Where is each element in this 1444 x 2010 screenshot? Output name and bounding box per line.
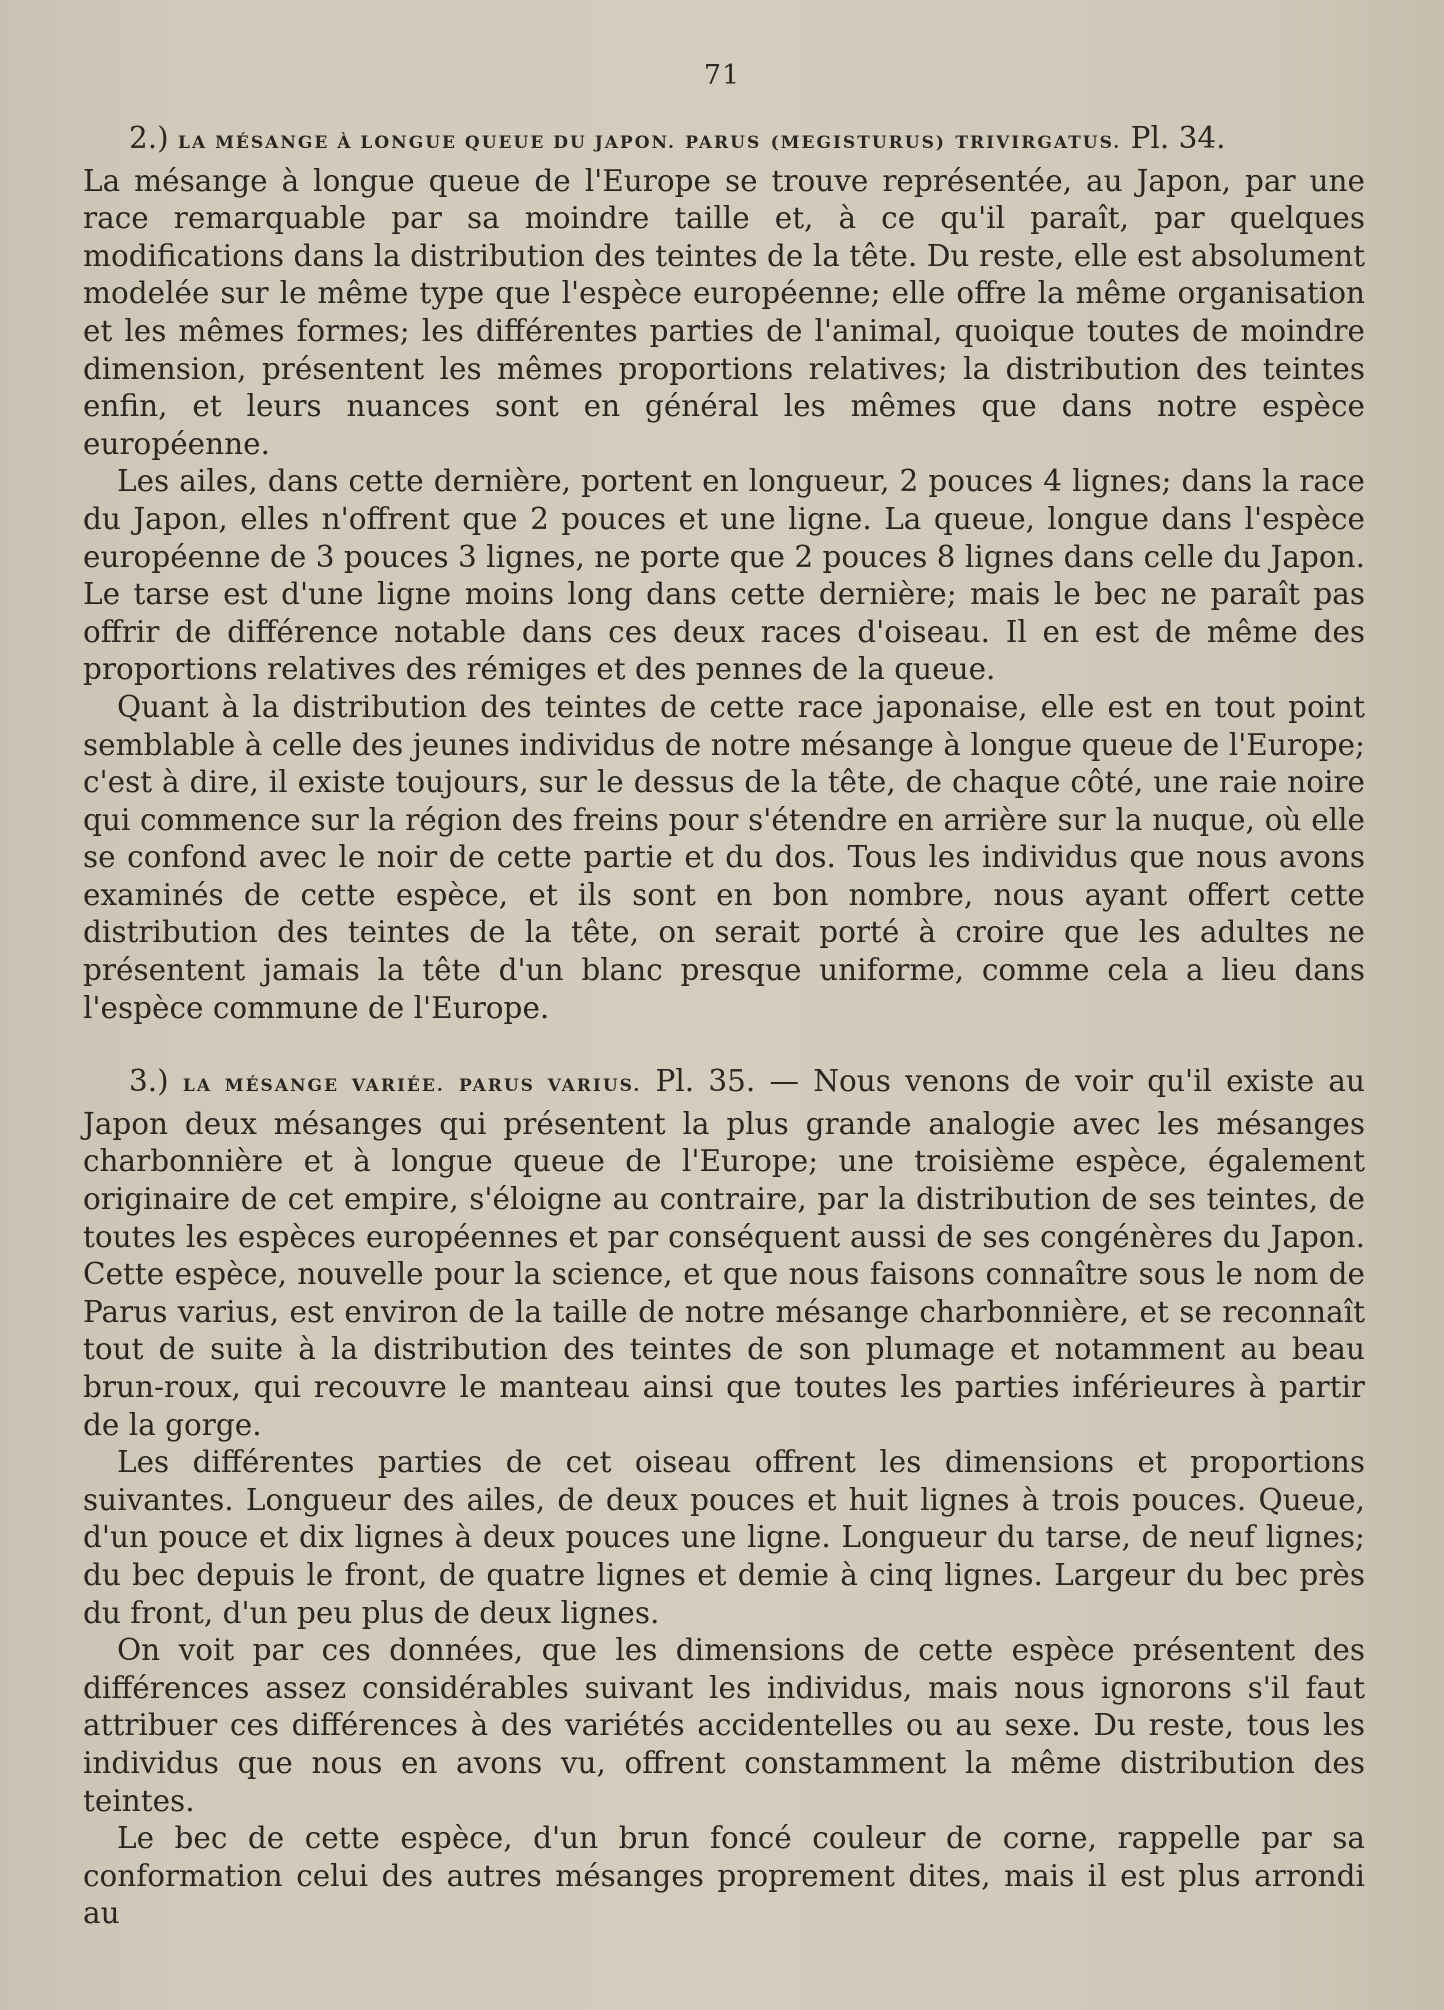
plate-reference: Pl. 35. <box>655 1064 756 1099</box>
paragraph: Quant à la distribution des teintes de cette race japonaise, elle est en tout point semblable à celle des jeunes individus de notre mésange à longue queue de l'Europe; c'est à dire, il existe toujours, sur le dessus de la tête, de chaque côté, une raie noire qui commence sur la région des freins pour s'étendre en arrière sur la nuque, où elle se confond avec le noir de cette partie et du dos. Tous les individus que nous avons examinés de cette espèce, et ils sont en bon nombre, nous ayant offert cette distribution des teintes de la tête, on serait porté à croire que les adultes ne présentent jamais la tête d'un blanc presque uniforme, comme cela a lieu dans l'espèce commune de l'Europe. <box>83 689 1365 1025</box>
paragraph: Le bec de cette espèce, d'un brun foncé couleur de corne, rappelle par sa conformation celui des autres mésanges proprement dites, mais il est plus arrondi au <box>83 1821 1365 1931</box>
common-name: LA MÉSANGE À LONGUE QUEUE DU JAPON. <box>178 133 676 153</box>
paragraph: Les ailes, dans cette dernière, portent en longueur, 2 pouces 4 lignes; dans la race du Japon, elles n'offrent que 2 pouces et une ligne. La queue, longue dans l'espèce européenne de 3 pouces 3 lignes, ne porte que 2 pouces 8 lignes dans celle du Japon. Le tarse est d'une ligne moins long dans cette dernière; mais le bec ne paraît pas offrir de différence notable dans ces deux races d'oiseau. Il en est de même des proportions relatives des rémiges et des pennes de la queue. <box>83 464 1365 687</box>
page-number: 71 <box>703 60 741 91</box>
section-heading-3 <box>83 1063 1365 1444</box>
common-name: LA MÉSANGE VARIÉE. <box>182 1076 445 1097</box>
section-number: 2.) <box>129 121 169 155</box>
latin-name: PARUS VARIUS. <box>458 1076 642 1097</box>
latin-subgenus: (MEGISTURUS) <box>770 133 946 153</box>
body-text <box>83 120 1365 1933</box>
paragraph-lead: — Nous venons de voir qu'il existe au Japon deux mésanges qui présentent la plus grande analogie avec les mésanges charbonnière et à longue queue de l'Europe; une troisième espèce, également originaire de cet empire, s'éloigne au contraire, par la distribution de ses teintes, de toutes les espèces européennes et par conséquent aussi de ses congénères du Japon. Cette espèce, nouvelle pour la science, et que nous faisons connaître sous le nom de Parus varius, est environ de la taille de notre mésange charbonnière, et se reconnaît tout de suite à la distribution des teintes de son plumage et notamment au beau brun-roux, qui recouvre le manteau ainsi que toutes les parties inférieures à partir de la gorge. <box>83 1064 1365 1442</box>
paragraph: Les différentes parties de cet oiseau offrent les dimensions et proportions suivantes. Longueur des ailes, de deux pouces et huit lignes à trois pouces. Queue, d'un pouce et dix lignes à deux pouces une ligne. Longueur du tarse, de neuf lignes; du bec depuis le front, de quatre lignes et demie à cinq lignes. Largeur du bec près du front, d'un peu plus de deux lignes. <box>83 1445 1365 1630</box>
plate-reference: Pl. 34. <box>1130 121 1226 155</box>
paragraph: La mésange à longue queue de l'Europe se trouve représentée, au Japon, par une race remarquable par sa moindre taille et, à ce qu'il paraît, par quelques modifications dans la distribution des teintes de la tête. Du reste, elle est absolument modelée sur le même type que l'espèce européenne; elle offre la même organisation et les mêmes formes; les différentes parties de l'animal, quoique toutes de moindre dimension, présentent les mêmes proportions relatives; la distribution des teintes enfin, et leurs nuances sont en général les mêmes que dans notre espèce européenne. <box>83 163 1365 461</box>
section-heading-2 <box>83 120 1365 163</box>
latin-species: TRIVIRGATUS. <box>955 133 1122 153</box>
section-number: 3.) <box>129 1064 169 1099</box>
paragraph: On voit par ces données, que les dimensions de cette espèce présentent des différences assez considérables suivant les individus, mais nous ignorons s'il faut attribuer ces différences à des variétés accidentelles ou au sexe. Du reste, tous les individus que nous en avons vu, offrent constamment la même distribution des teintes. <box>83 1633 1365 1818</box>
latin-genus: PARUS <box>685 133 762 153</box>
